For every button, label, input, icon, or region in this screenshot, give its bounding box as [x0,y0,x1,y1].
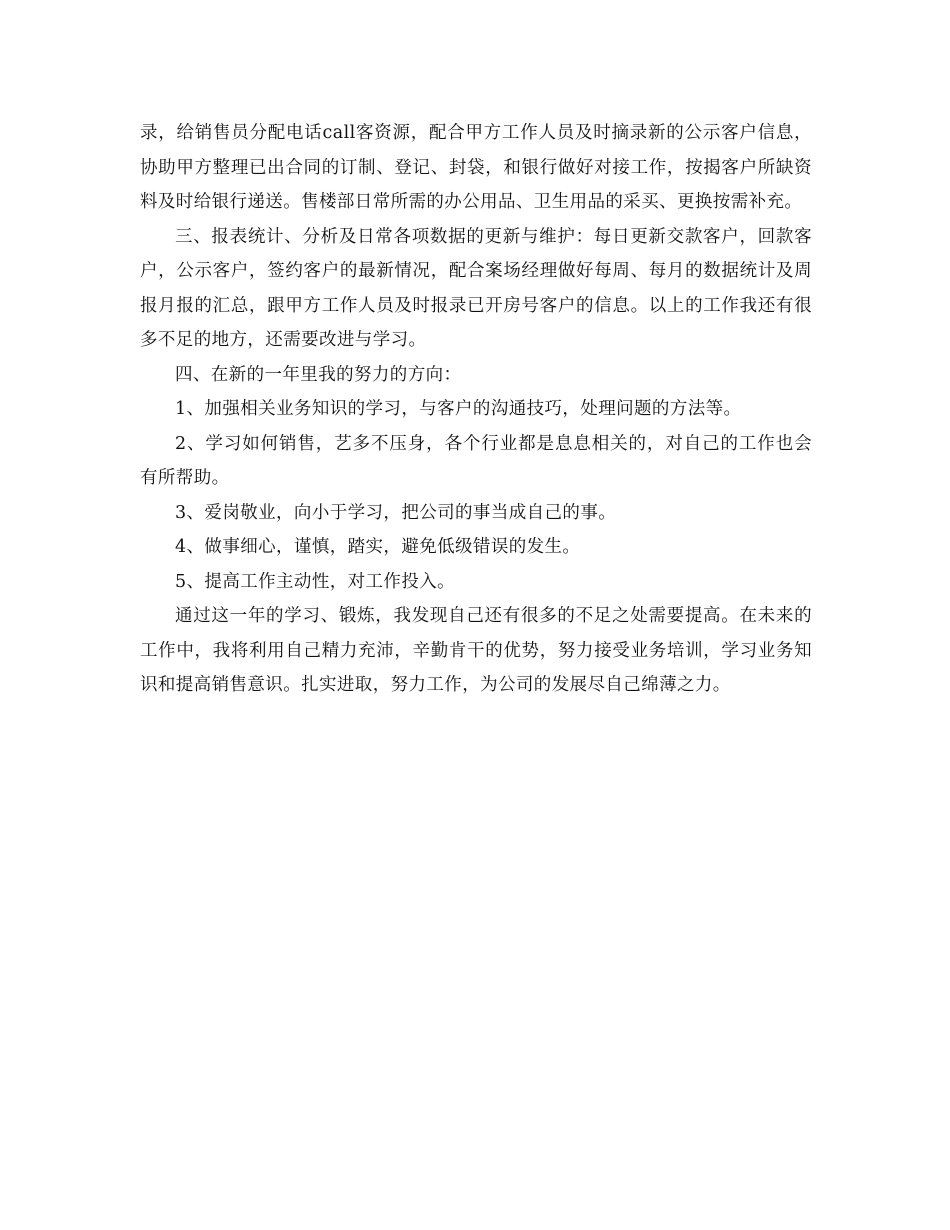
list-item-2: 2、学习如何销售，艺多不压身，各个行业都是息息相关的，对自己的工作也会有所帮助。 [140,433,812,488]
paragraph-continuation: 录，给销售员分配电话call客资源，配合甲方工作人员及时摘录新的公示客户信息，协助甲方整理已出合同的订制、登记、封袋，和银行做好对接工作，按揭客户所缺资料及时给银行递送。售楼部日常所需的办公用品、卫生用品的采买、更换按需补充。 [140,123,812,212]
list-item-1: 1、加强相关业务知识的学习，与客户的沟通技巧，处理问题的方法等。 [175,399,742,419]
paragraph-section-four-heading: 四、在新的一年里我的努力的方向： [175,364,462,385]
paragraph-conclusion: 通过这一年的学习、锻炼，我发现自己还有很多的不足之处需要提高。在未来的工作中，我将利用自己精力充沛，辛勤肯干的优势，努力接受业务培训，学习业务知识和提高销售意识。扎实进取，努力工作，为公司的发展尽自己绵薄之力。 [140,606,812,695]
list-item-4: 4、做事细心，谨慎，踏实，避免低级错误的发生。 [175,537,581,557]
list-item-5: 5、提高工作主动性，对工作投入。 [175,571,456,592]
document-body [140,116,812,703]
paragraph-section-three: 三、报表统计、分析及日常各项数据的更新与维护：每日更新交款客户，回款客户，公示客户，签约客户的最新情况，配合案场经理做好每周、每月的数据统计及周报月报的汇总，跟甲方工作人员及时报录已开房号客户的信息。以上的工作我还有很多不足的地方，还需要改进与学习。 [140,226,812,350]
list-item-3: 3、爱岗敬业，向小于学习，把公司的事当成自己的事。 [175,502,617,523]
